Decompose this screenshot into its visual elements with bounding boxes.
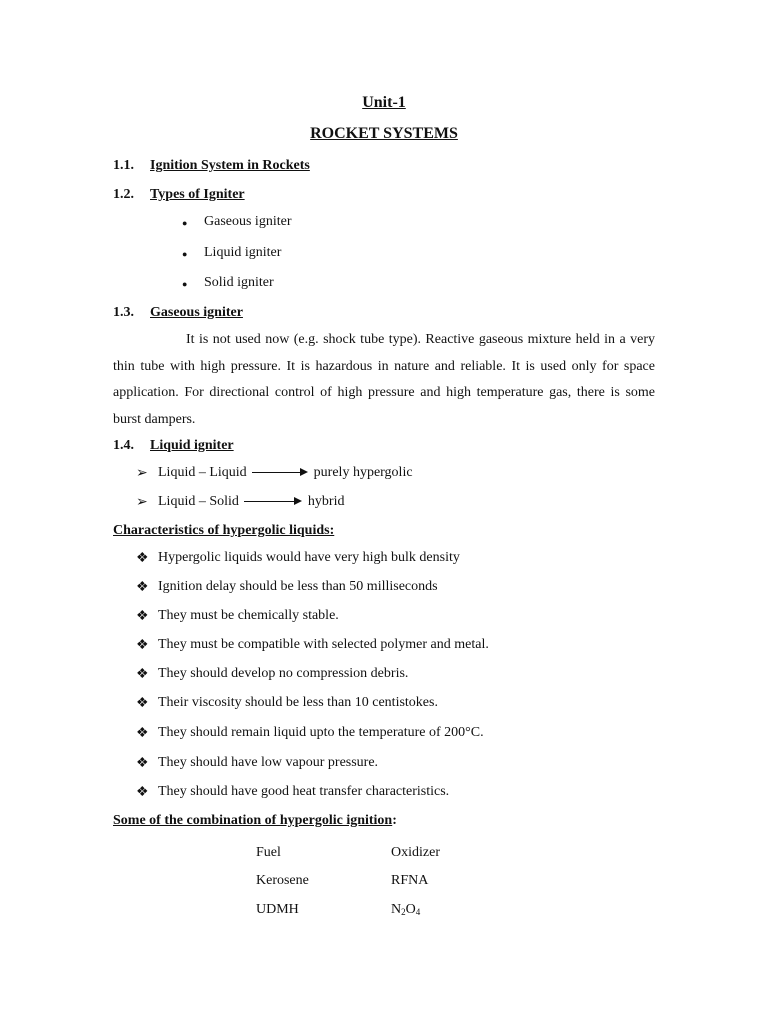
right-arrow-icon bbox=[252, 468, 308, 478]
table-header-fuel: Fuel bbox=[256, 845, 281, 860]
list-item: They must be compatible with selected polymer and metal. bbox=[158, 637, 489, 652]
section-1-2-number: 1.2. bbox=[113, 187, 134, 202]
section-1-3-title: Gaseous igniter bbox=[150, 305, 243, 320]
section-1-4-title: Liquid igniter bbox=[150, 438, 234, 453]
diamond-bullet-icon: ❖ bbox=[136, 756, 149, 771]
section-1-1-number: 1.1. bbox=[113, 158, 134, 173]
list-item: Hypergolic liquids would have very high bulk density bbox=[158, 550, 460, 565]
section-1-3-number: 1.3. bbox=[113, 305, 134, 320]
right-arrow-icon bbox=[244, 497, 302, 507]
characteristics-heading: Characteristics of hypergolic liquids: bbox=[113, 523, 335, 538]
diamond-bullet-icon: ❖ bbox=[136, 785, 149, 800]
formula-part: O bbox=[405, 902, 416, 917]
table-cell-oxidizer bbox=[391, 902, 420, 918]
diamond-bullet-icon: ❖ bbox=[136, 551, 149, 566]
item-left: Liquid – Solid bbox=[158, 494, 239, 509]
arrow-bullet-icon: ➢ bbox=[136, 495, 148, 510]
arrow-bullet-icon: ➢ bbox=[136, 466, 148, 481]
combination-heading-colon: : bbox=[392, 813, 397, 828]
item-right: hybrid bbox=[307, 494, 345, 509]
unit-title: Unit-1 bbox=[362, 94, 406, 111]
paragraph-text: It is not used now (e.g. shock tube type). Reactive gaseous mixture held in a very thin tube with high pressure. It is hazardous in nature and reliable. It is used only for space application. For directional control of high pressure and high temperature gas, there is some burst dampers. bbox=[113, 332, 655, 427]
item-left: Liquid – Liquid bbox=[158, 465, 247, 480]
list-item: They must be chemically stable. bbox=[158, 608, 339, 623]
list-item: Ignition delay should be less than 50 milliseconds bbox=[158, 579, 438, 594]
diamond-bullet-icon: ❖ bbox=[136, 638, 149, 653]
formula-subscript: 2 bbox=[401, 907, 406, 917]
liquid-igniter-item bbox=[158, 465, 413, 481]
list-item: They should have good heat transfer characteristics. bbox=[158, 784, 450, 799]
diamond-bullet-icon: ❖ bbox=[136, 609, 149, 624]
list-item: Gaseous igniter bbox=[204, 214, 292, 229]
list-item: They should have low vapour pressure. bbox=[158, 755, 379, 770]
main-title: ROCKET SYSTEMS bbox=[310, 125, 458, 142]
list-item: Liquid igniter bbox=[204, 245, 282, 260]
formula-subscript: 4 bbox=[415, 907, 421, 917]
table-cell-fuel: Kerosene bbox=[256, 873, 309, 888]
combination-heading bbox=[113, 813, 397, 829]
section-1-2-title: Types of Igniter bbox=[150, 187, 245, 202]
list-item: Solid igniter bbox=[204, 275, 274, 290]
gaseous-igniter-paragraph bbox=[113, 327, 655, 433]
diamond-bullet-icon: ❖ bbox=[136, 580, 149, 595]
combination-heading-text: Some of the combination of hypergolic ignition bbox=[113, 813, 393, 828]
table-header-oxidizer: Oxidizer bbox=[391, 845, 440, 860]
list-item: They should remain liquid upto the temperature of 200°C. bbox=[158, 725, 484, 740]
table-cell-oxidizer: RFNA bbox=[391, 873, 429, 888]
diamond-bullet-icon: ❖ bbox=[136, 667, 149, 682]
bullet-icon: ● bbox=[182, 218, 188, 228]
section-1-1-title: Ignition System in Rockets bbox=[150, 158, 310, 173]
list-item: They should develop no compression debris. bbox=[158, 666, 409, 681]
diamond-bullet-icon: ❖ bbox=[136, 696, 149, 711]
formula-part: N bbox=[391, 902, 402, 917]
section-1-4-number: 1.4. bbox=[113, 438, 134, 453]
bullet-icon: ● bbox=[182, 249, 188, 259]
table-cell-fuel: UDMH bbox=[256, 902, 299, 917]
diamond-bullet-icon: ❖ bbox=[136, 726, 149, 741]
bullet-icon: ● bbox=[182, 279, 188, 289]
list-item: Their viscosity should be less than 10 centistokes. bbox=[158, 695, 438, 710]
item-right: purely hypergolic bbox=[313, 465, 413, 480]
liquid-igniter-item bbox=[158, 494, 344, 510]
